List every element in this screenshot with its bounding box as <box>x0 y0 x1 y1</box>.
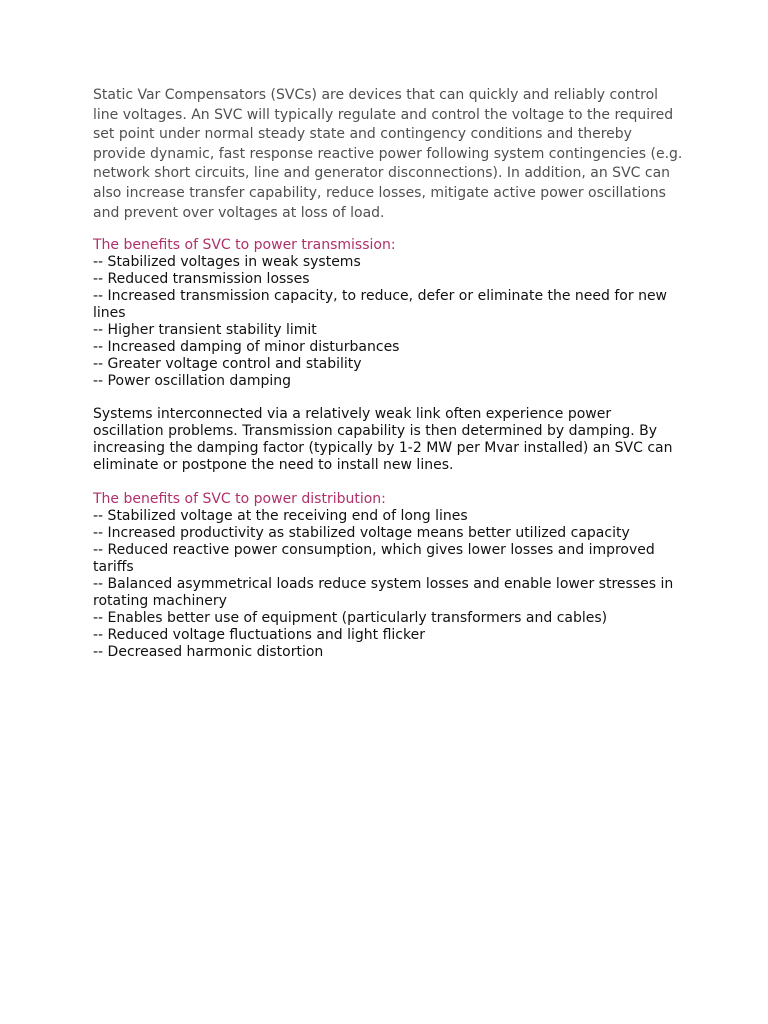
list-item: -- Decreased harmonic distortion <box>93 644 324 661</box>
list-item: -- Stabilized voltage at the receiving end of long lines <box>93 508 468 525</box>
distribution-heading: The benefits of SVC to power distribution: <box>93 491 386 508</box>
transmission-heading: The benefits of SVC to power transmission: <box>93 237 396 254</box>
list-item: -- Reduced transmission losses <box>93 271 310 288</box>
list-item: -- Reduced reactive power consumption, which gives lower losses and improved tariffs <box>93 542 655 576</box>
list-item: -- Balanced asymmetrical loads reduce system losses and enable lower stresses in rotating machinery <box>93 576 674 610</box>
intro-paragraph: Static Var Compensators (SVCs) are devices that can quickly and reliably control line voltages. An SVC will typically regulate and control the voltage to the required set point under normal steady state and contingency conditions and thereby provide dynamic, fast response reactive power following system contingencies (e.g. network short circuits, line and generator disconnections). In addition, an SVC can also increase transfer capability, reduce losses, mitigate active power oscillations and prevent over voltages at loss of load. <box>93 87 683 221</box>
transmission-benefits-list <box>93 254 683 390</box>
list-item: -- Increased transmission capacity, to reduce, defer or eliminate the need for new lines <box>93 288 668 322</box>
list-item: -- Greater voltage control and stability <box>93 356 362 373</box>
list-item: -- Increased productivity as stabilized voltage means better utilized capacity <box>93 525 630 542</box>
list-item: -- Increased damping of minor disturbances <box>93 339 400 356</box>
list-item: -- Reduced voltage fluctuations and light flicker <box>93 627 425 644</box>
distribution-benefits-list <box>93 508 683 661</box>
list-item: -- Enables better use of equipment (particularly transformers and cables) <box>93 610 608 627</box>
interconnect-paragraph: Systems interconnected via a relatively weak link often experience power oscillation problems. Transmission capability is then determined by damping. By increasing the damping factor (typically by 1-2 MW per Mvar installed) an SVC can eliminate or postpone the need to install new lines. <box>93 406 673 474</box>
list-item: -- Higher transient stability limit <box>93 322 317 339</box>
document-page <box>93 86 683 661</box>
list-item: -- Power oscillation damping <box>93 373 292 390</box>
list-item: -- Stabilized voltages in weak systems <box>93 254 361 271</box>
